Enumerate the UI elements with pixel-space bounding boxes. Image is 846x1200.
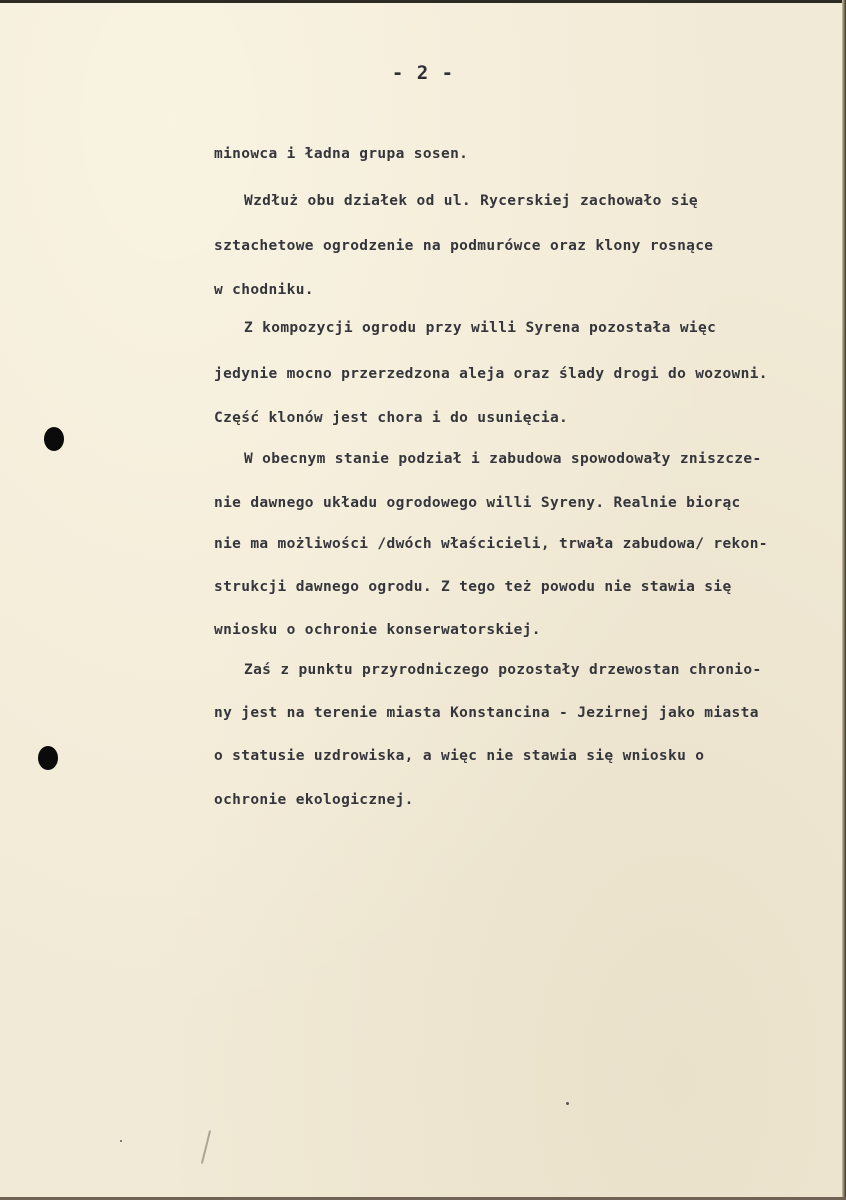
punch-hole-lower xyxy=(38,746,58,770)
text-line: Część klonów jest chora i do usunięcia. xyxy=(214,410,569,426)
scan-edge-top xyxy=(0,0,846,3)
text-line: ochronie ekologicznej. xyxy=(214,792,414,808)
punch-hole-upper xyxy=(44,427,64,451)
text-line: minowca i ładna grupa sosen. xyxy=(214,146,469,162)
paper-speck xyxy=(120,1140,122,1142)
text-line: w chodniku. xyxy=(214,282,314,298)
text-line: Zaś z punktu przyrodniczego pozostały drzewostan chronio- xyxy=(244,662,762,678)
pencil-mark xyxy=(201,1130,211,1163)
text-line: W obecnym stanie podział i zabudowa spowodowały zniszcze- xyxy=(244,451,762,467)
page-number: - 2 - xyxy=(391,62,455,84)
text-line: nie dawnego układu ogrodowego willi Syreny. Realnie biorąc xyxy=(214,495,741,511)
paper-speck xyxy=(566,1102,569,1105)
text-line: o statusie uzdrowiska, a więc nie stawia się wniosku o xyxy=(214,748,705,764)
text-line: strukcji dawnego ogrodu. Z tego też powodu nie stawia się xyxy=(214,579,732,595)
scan-edge-right xyxy=(842,0,846,1200)
text-line: wniosku o ochronie konserwatorskiej. xyxy=(214,622,541,638)
text-line: sztachetowe ogrodzenie na podmurówce oraz klony rosnące xyxy=(214,238,714,254)
text-line: nie ma możliwości /dwóch właścicieli, trwała zabudowa/ rekon- xyxy=(214,536,768,552)
text-line: ny jest na terenie miasta Konstancina - Jezirnej jako miasta xyxy=(214,705,759,721)
text-line: Z kompozycji ogrodu przy willi Syrena pozostała więc xyxy=(244,320,717,336)
text-line: Wzdłuż obu działek od ul. Rycerskiej zachowało się xyxy=(244,193,698,209)
text-line: jedynie mocno przerzedzona aleja oraz ślady drogi do wozowni. xyxy=(214,366,768,382)
